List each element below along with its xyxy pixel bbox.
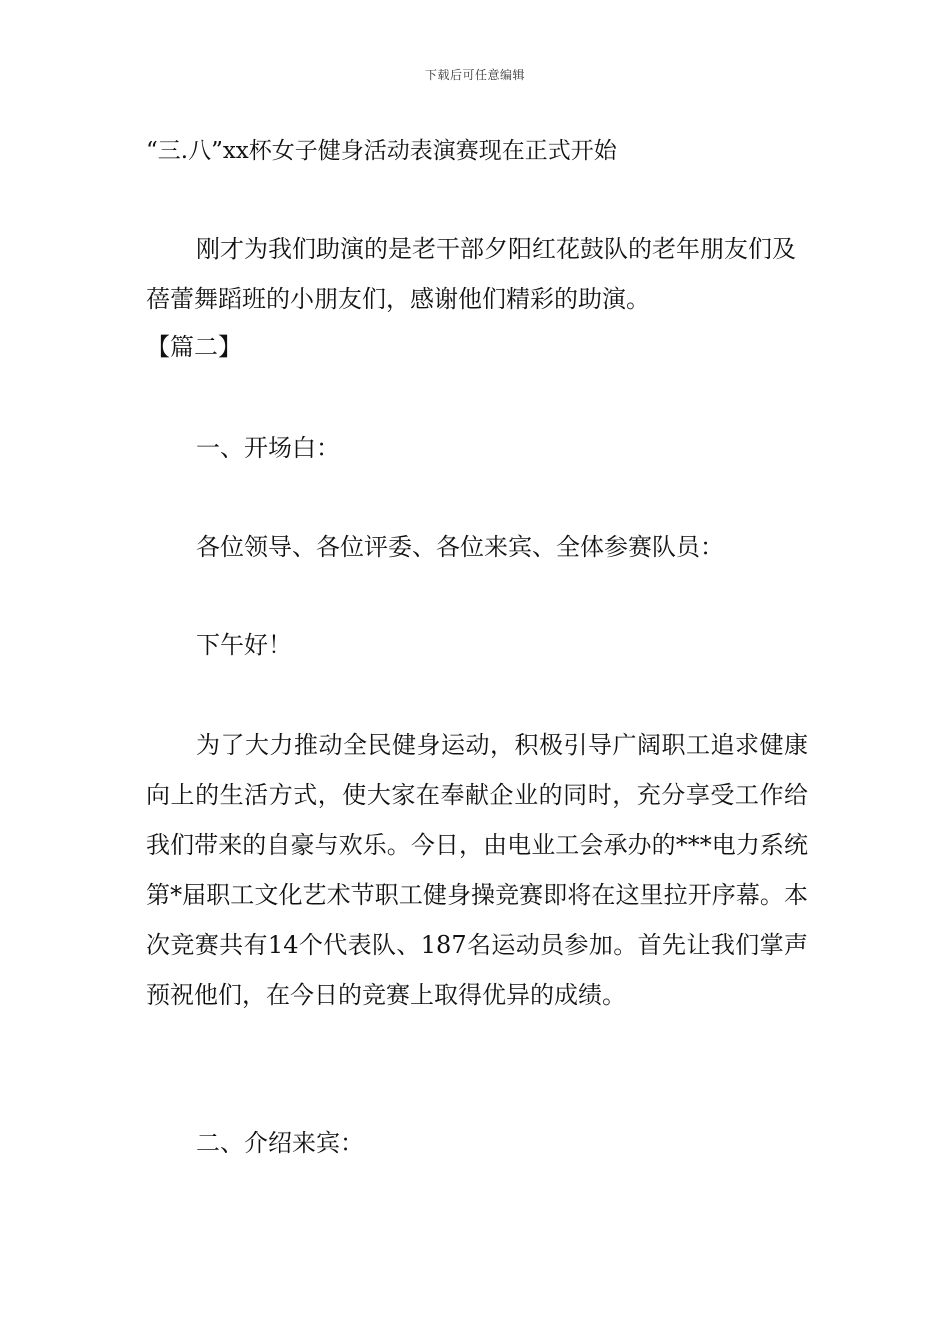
heading-opening: 一、开场白： [196, 434, 340, 462]
page-header-note: 下载后可任意编辑 [424, 68, 525, 82]
title-line: “三.八”xx杯女子健身活动表演赛现在正式开始 [146, 138, 617, 164]
paragraph-event-intro: 为了大力推动全民健身运动，积极引导广阔职工追求健康向上的生活方式，使大家在奉献企业的同时，充分享受工作给我们带来的自豪与欢乐。今日，由电业工会承办的***电力系统第*届职工文化艺术节职工健身操竞赛即将在这里拉开序幕。本次竞赛共有14个代表队、187名运动员参加。首先让我们掌声预祝他们，在今日的竞赛上取得优异的成绩。 [146, 731, 808, 1009]
section-marker: 【篇二】 [146, 333, 242, 361]
greeting-afternoon: 下午好！ [196, 631, 292, 659]
paragraph-thanks-performers: 刚才为我们助演的是老干部夕阳红花鼓队的老年朋友们及蓓蕾舞蹈班的小朋友们，感谢他们精彩的助演。 [146, 235, 796, 313]
greeting-audience: 各位领导、各位评委、各位来宾、全体参赛队员： [196, 533, 724, 561]
heading-introduce-guests: 二、介绍来宾： [196, 1129, 364, 1157]
